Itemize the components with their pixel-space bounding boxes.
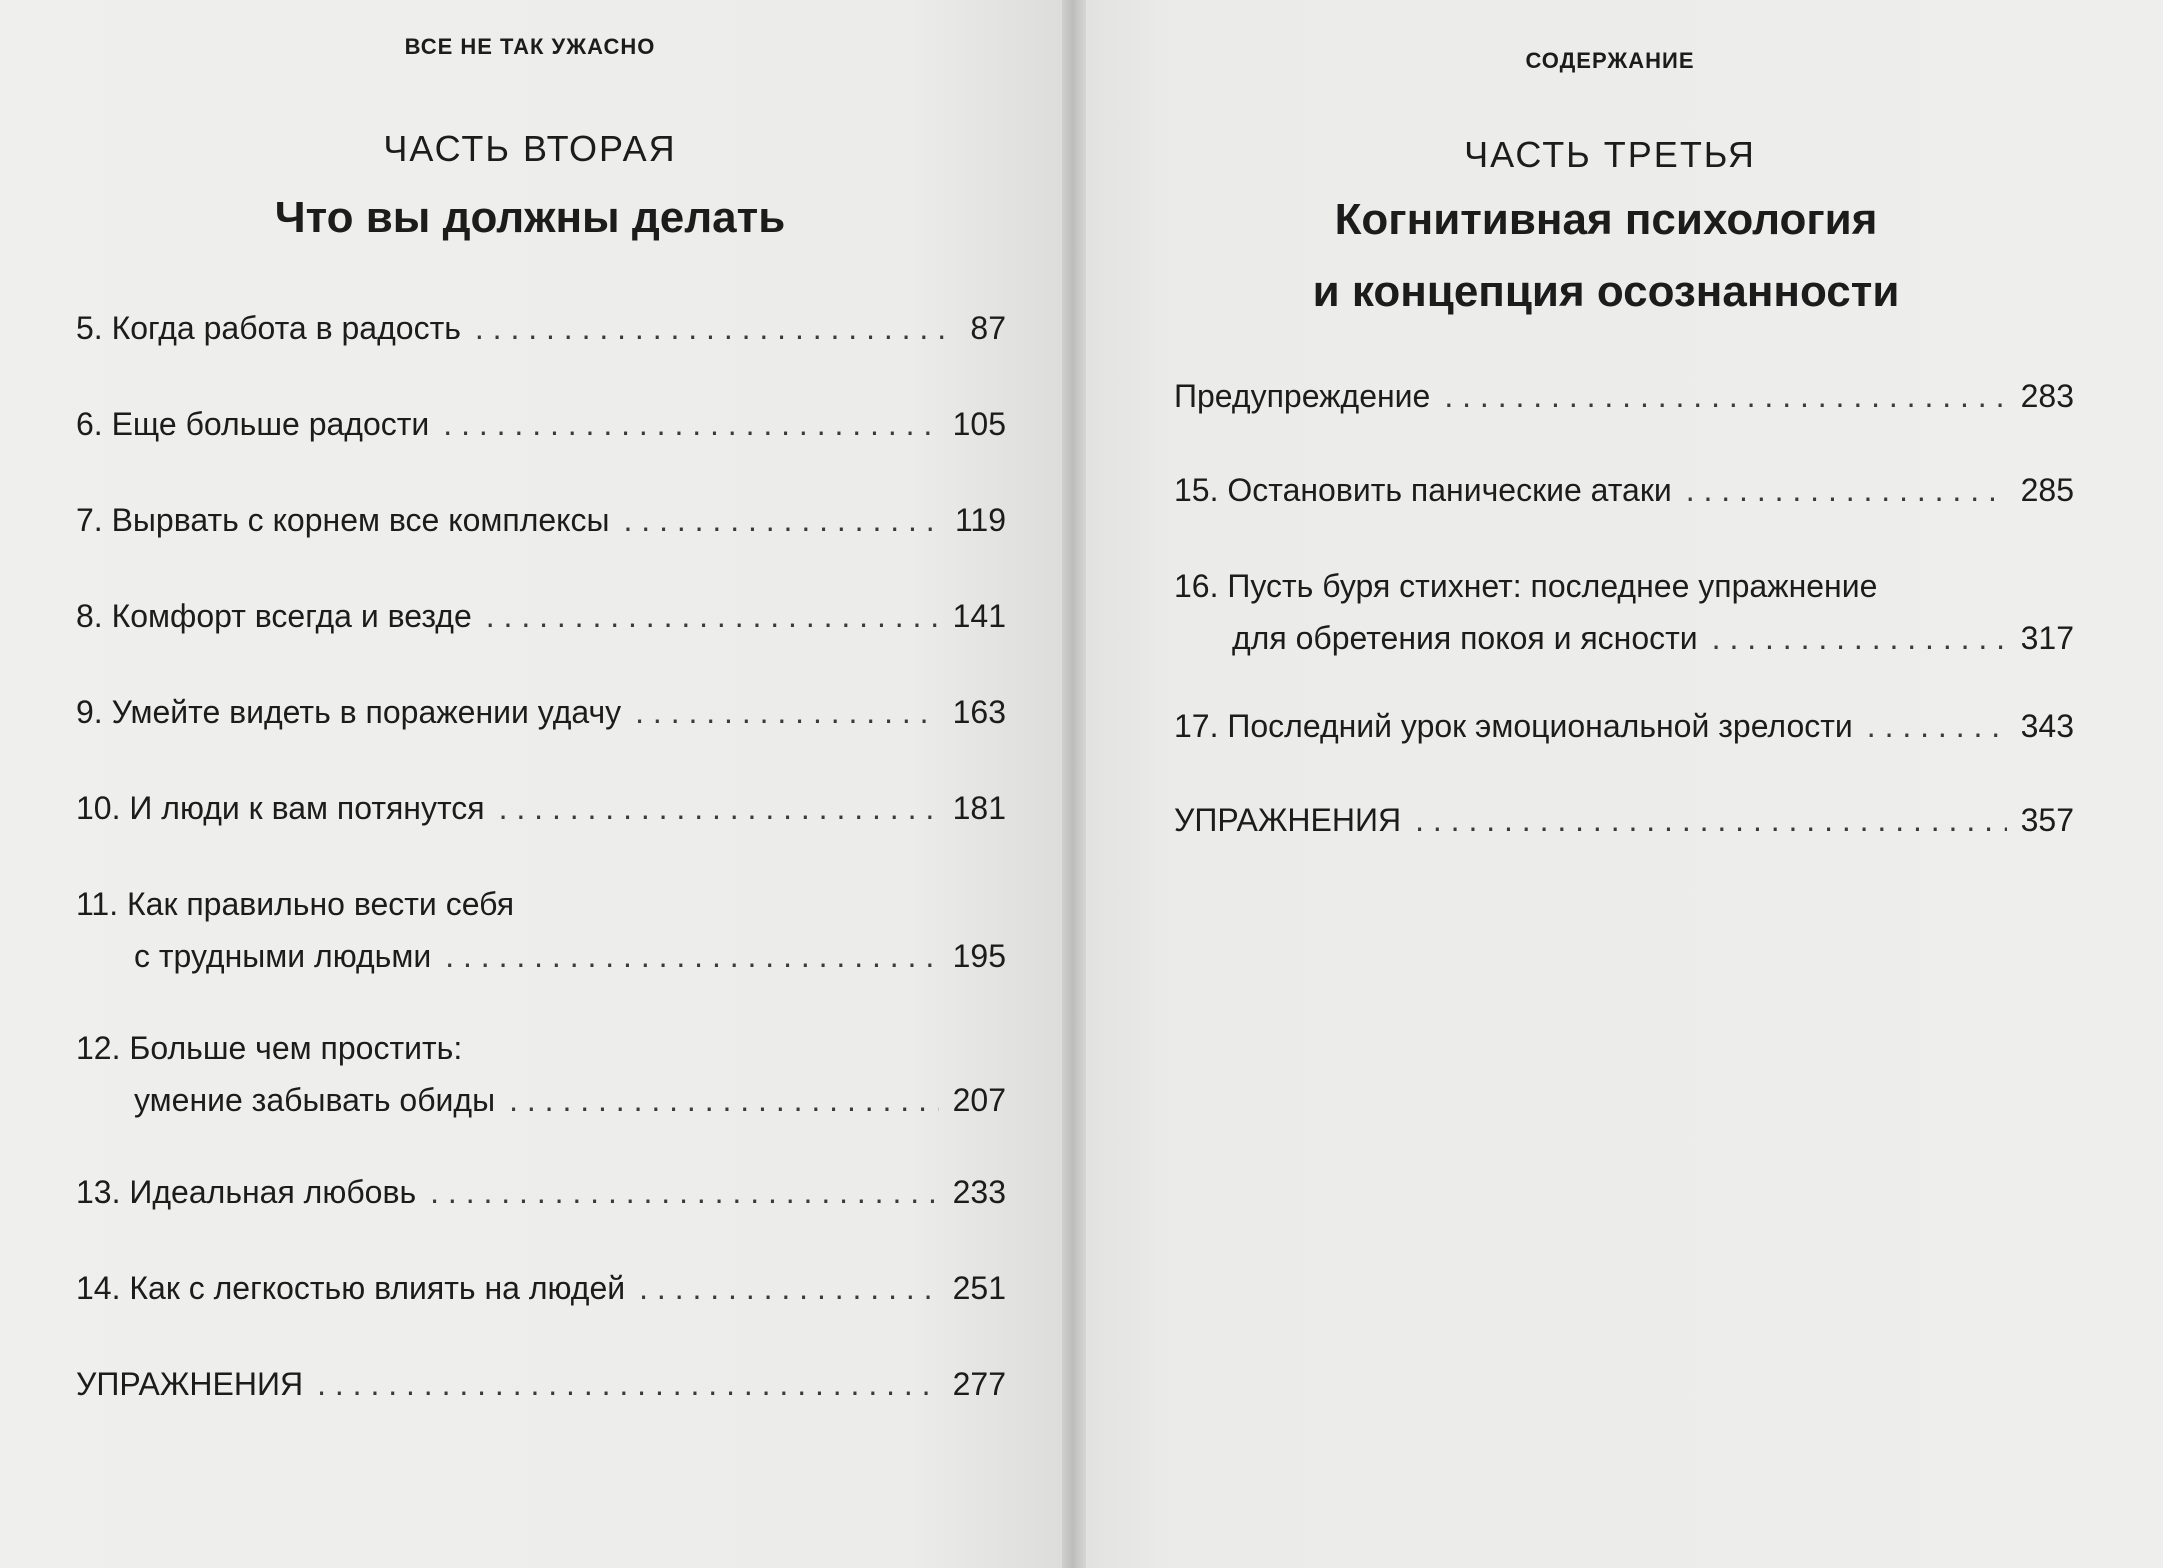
toc-page-number: 181 [952,790,1006,826]
dot-leader [624,500,941,540]
dot-leader [430,1172,938,1212]
toc-page-number: 285 [2020,472,2074,508]
left-toc-entry [76,788,1006,828]
dot-leader [1712,618,2007,658]
left-toc-entry [76,500,1006,540]
toc-page-number: 317 [2020,620,2074,656]
toc-entry-title: 8. Комфорт всегда и везде [76,598,472,634]
left-part-label: ЧАСТЬ ВТОРАЯ [383,128,677,169]
right-toc [1174,0,2074,1568]
toc-page-number: 87 [970,310,1006,346]
book-gutter [1062,0,1086,1568]
toc-entry-title: 10. И люди к вам потянутся [76,790,485,826]
toc-page-number: 195 [952,938,1006,974]
left-toc-entry [76,596,1006,636]
left-page [0,0,1070,1568]
left-running-head: ВСЕ НЕ ТАК УЖАСНО [404,34,656,59]
toc-entry-title: 13. Идеальная любовь [76,1174,417,1210]
left-toc-entry [76,692,1006,732]
left-toc-entry [76,308,1006,348]
right-toc-entry [1174,706,2074,746]
toc-page-number: 119 [954,502,1006,538]
dot-leader [486,596,939,636]
toc-page-number: 251 [952,1270,1006,1306]
toc-page-number: 163 [952,694,1006,730]
right-page [1086,0,2163,1568]
right-toc-entry [1174,800,2074,840]
right-part-label: ЧАСТЬ ТРЕТЬЯ [1464,134,1756,175]
toc-entry-title: 7. Вырвать с корнем все комплексы [76,502,610,538]
dot-leader [1867,706,2007,746]
left-toc-entry [76,1028,1006,1120]
toc-entry-title: 5. Когда работа в радость [76,310,461,346]
dot-leader [1444,376,2006,416]
toc-page-number: 343 [2020,708,2074,744]
dot-leader [509,1080,939,1120]
toc-entry-title: 12. Больше чем простить: [76,1030,463,1066]
toc-entry-title: УПРАЖНЕНИЯ [1174,802,1402,838]
right-running-head: СОДЕРЖАНИЕ [1525,48,1695,73]
toc-entry-title: УПРАЖНЕНИЯ [76,1366,304,1402]
right-toc-entry [1174,470,2074,510]
left-part-title: Что вы должны делать [274,193,786,242]
toc-page-number: 357 [2020,802,2074,838]
left-toc-entry [76,1172,1006,1212]
dot-leader [445,936,938,976]
toc-entry-title: 9. Умейте видеть в поражении удачу [76,694,622,730]
toc-entry-title: 11. Как правильно вести себя [76,886,515,922]
right-toc-entry [1174,566,2074,658]
toc-entry-title: 6. Еще больше радости [76,406,430,442]
toc-entry-title: для обретения покоя и ясности [1232,620,1698,656]
toc-entry-title: 15. Остановить панические атаки [1174,472,1672,508]
dot-leader [443,404,938,444]
dot-leader [639,1268,938,1308]
toc-entry-title: умение забывать обиды [134,1082,496,1118]
toc-page-number: 277 [952,1366,1006,1402]
dot-leader [499,788,939,828]
left-toc [76,0,1006,1568]
dot-leader [1686,470,2007,510]
toc-page-number: 207 [952,1082,1006,1118]
toc-entry-title: 14. Как с легкостью влиять на людей [76,1270,626,1306]
left-toc-entry [76,404,1006,444]
left-toc-entry [76,1364,1006,1404]
toc-entry-title: 17. Последний урок эмоциональной зрелости [1174,708,1853,744]
toc-entry-title: с трудными людьми [134,938,432,974]
dot-leader [1415,800,2007,840]
left-toc-entry [76,884,1006,976]
toc-page-number: 141 [952,598,1006,634]
toc-entry-title: Предупреждение [1174,378,1431,414]
toc-page-number: 283 [2020,378,2074,414]
dot-leader [317,1364,939,1404]
left-toc-entry [76,1268,1006,1308]
dot-leader [635,692,938,732]
right-part-title-line-2: и концепция осознанности [1312,267,1900,316]
toc-page-number: 233 [952,1174,1006,1210]
right-part-title-line-1: Когнитивная психология [1334,195,1878,244]
dot-leader [475,308,957,348]
toc-page-number: 105 [952,406,1006,442]
toc-entry-title: 16. Пусть буря стихнет: последнее упражнение [1174,568,1878,604]
right-toc-entry [1174,376,2074,416]
